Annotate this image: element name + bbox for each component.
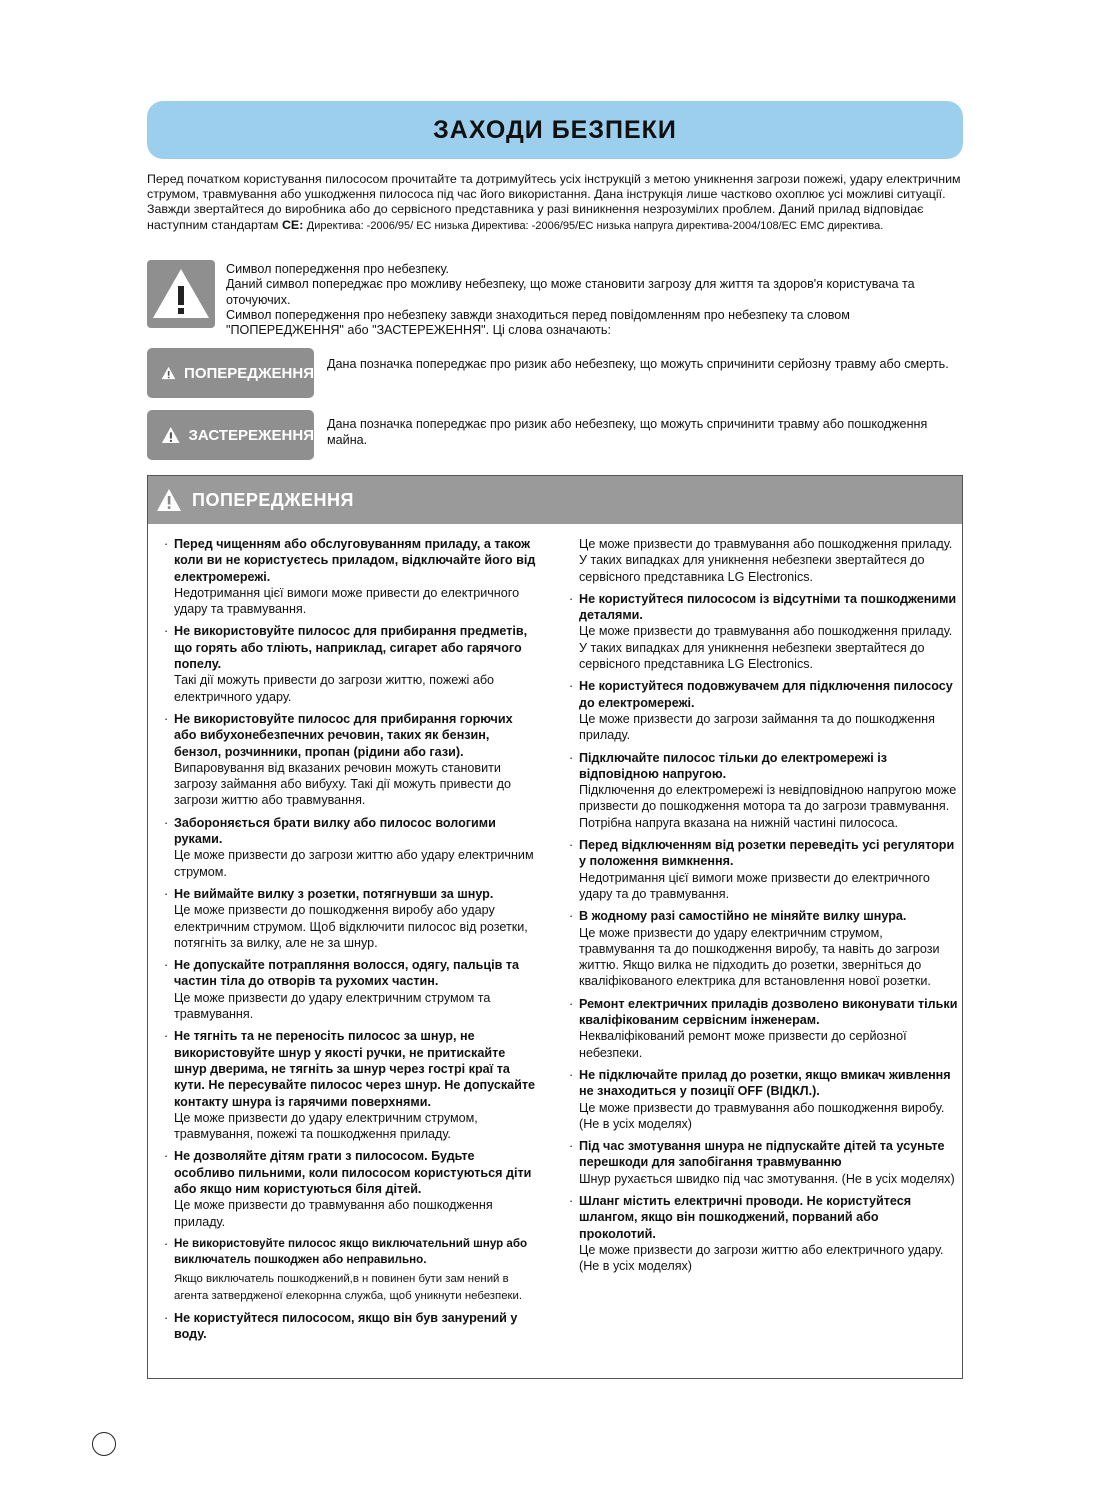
badge-label: ЗАСТЕРЕЖЕННЯ: [188, 426, 314, 444]
page-title: ЗАХОДИ БЕЗПЕКИ: [433, 115, 677, 144]
list-item: · Не підключайте прилад до розетки, якщо вмикач живлення не знаходиться у позиції OFF (ВІДКЛ.). Це може призвести до травмування або пошкодження виробу.(Не в усіх моделях): [569, 1067, 951, 1131]
list-item: · Не допускайте потрапляння волосся, одягу, пальців та частин тіла до отворів та рухомих частин. Це може призвести до удару електричним струмом та травмування.: [164, 958, 520, 1022]
list-item: · Підключайте пилосос тільки до електромережі із відповідною напругою. Підключення до електромережі із невідповідною напругою може призвести до пошкодження мотора та до загрози травмування. Потрібна напруга вказана на нижній частині пилососа.: [569, 750, 957, 830]
list-item: · Не використовуйте пилосос для прибирання горючих або вибухонебезпечних речовин, таких як бензин, бензол, розчинники, пропан (рідини або гази). Випаровування від вказаних речовин можуть становити загрозу займання або вибуху. Такі дії можуть привести до загрози життю або травмування.: [164, 711, 513, 808]
list-item: · Перед відключенням від розетки переведіть усі регулятори у положення вимкнення. Недотримання цієї вимоги може призвести до електричного удару та до травмування.: [569, 838, 955, 901]
list-item: · Не виймайте вилку з розетки, потягнувши за шнур. Це може призвести до пошкодження виробу або удару електричним струмом. Щоб відключити пилосос від розетки, потягніть за вилку, але не за шнур.: [164, 886, 528, 950]
right-column: [563, 536, 958, 1280]
warning-triangle-icon: [156, 488, 182, 512]
list-item: · Не використовуйте пилосос якщо виключательний шнур або виключатель пошкоджен або неправильно. Якщо виключатель пошкоджений,в н повинен бути зам нений в агента затвердженої елекорнна служба, щоб уникнути небезпеки.: [164, 1236, 528, 1302]
list-item: · Не використовуйте пилосос для прибирання предметів, що горять або тліють, наприклад, сигарет або гарячого попелу. Такі дії можуть привести до загрози життю, пожежі або електричного удару.: [164, 624, 528, 704]
intro-directives: Директива: -2006/95/ EC низька Директива: -2006/95/EC низька напруга директива-2004/108/EC EMC директива.: [306, 219, 884, 232]
list-item: · Не тягніть та не переносіть пилосос за шнур, не використовуйте шнур у якості ручки, не притискайте шнур дверима, не тягніть за шнур через гострі краї та кути. Не пересувайте пилосос через шнур. Не допускайте контакту шнура із гарячими поверхнями. Це може призвести до удару електричним струмом, травмування, пожежі та пошкодження приладу.: [164, 1029, 536, 1142]
list-item: · Не користуйтеся подовжувачем для підключення пилососу до електромережі. Це може призвести до загрози займання та до пошкодження приладу.: [569, 679, 953, 743]
title-banner: [147, 101, 963, 159]
list-item: · В жодному разі самостійно не міняйте вилку шнура. Це може призвести до удару електричним струмом, травмування та до пошкодження виробу, та навіть до загрози життю. Якщо вилка не підходить до розетки, зверніться до кваліфікованого електрика для встановлення нової розетки.: [569, 909, 940, 989]
list-item: · Забороняється брати вилку або пилосос вологими руками. Це може призвести до загрози життю або удару електричним струмом.: [164, 815, 534, 879]
list-item: · Не користуйтеся пилососом із відсутніми та пошкодженими деталями. Це може призвести до травмування або пошкодження приладу. У таких випадках для уникнення небезпеки звертайтеся до сервісного представника LG Electronics.: [569, 591, 957, 672]
list-item: · Не дозволяйте дітям грати з пилососом. Будьте особливо пильними, коли пилососом користуються діти або якщо ним користуються біля дітей. Це може призвести до травмування або пошкодження приладу.: [164, 1149, 532, 1229]
symbol-line-3: Символ попередження про небезпеку завжди знаходиться перед повідомленням про небезпеку та словом "ПОПЕРЕДЖЕННЯ" або "ЗАСТЕРЕЖЕННЯ". Ці слова означають:: [226, 307, 850, 338]
caution-badge-description: Дана позначка попереджає про ризик або небезпеку, що можуть спричинити травму або пошкодження майна.: [327, 417, 928, 447]
symbol-line-1: Символ попередження про небезпеку.: [226, 262, 450, 276]
list-item: · Ремонт електричних приладів дозволено виконувати тільки кваліфікованим сервісним інженерам. Некваліфікований ремонт може призвести до серйозної небезпеки.: [569, 996, 958, 1060]
ce-mark: CE:: [281, 217, 304, 232]
panel-header: [148, 476, 962, 524]
intro-paragraph: [147, 172, 965, 234]
list-item-continued: Це може призвести до травмування або пошкодження приладу. У таких випадках для уникнення небезпеки звертайтеся до сервісного представника LG Electronics.: [579, 537, 953, 584]
panel-title: ПОПЕРЕДЖЕННЯ: [192, 489, 354, 510]
list-item: · Не користуйтеся пилососом, якщо він був занурений у воду.: [164, 1311, 518, 1342]
badge-label: ПОПЕРЕДЖЕННЯ: [184, 364, 314, 382]
intro-main: Перед початком користування пилососом прочитайте та дотримуйтесь усіх інструкцій з метою уникнення загрози пожежі, удару електричним струмом, травмування або ушкодження пилососа під час його використання. Дана інструкція лише частково охоплює усі можливі ситуації. Завжди звертайтеся до виробника або до сервісного представника у разі виникнення незрозумілих проблем. Даний прилад відповідає наступним стандартам: [147, 172, 961, 232]
warning-symbol-box: [147, 260, 215, 328]
warning-triangle-icon: [161, 425, 180, 445]
symbol-explanation: [226, 262, 971, 338]
list-item: · Шланг містить електричні проводи. Не користуйтеся шлангом, якщо він пошкоджений, порваний або проколотий. Це може призвести до загрози життю або електричного удару.(Не в усіх моделях): [569, 1193, 944, 1274]
warning-triangle-icon: [147, 260, 215, 328]
list-item: · Перед чищенням або обслуговуванням приладу, а також коли ви не користуєтесь приладом, відключайте його від електромережі. Недотримання цієї вимоги може привести до електричного удару та травмування.: [164, 537, 536, 617]
warning-badge: [147, 348, 314, 398]
left-column: [158, 536, 538, 1349]
caution-badge: [147, 410, 314, 460]
warning-triangle-icon: [161, 363, 176, 383]
symbol-line-2: Даний символ попереджає про можливу небезпеку, що може становити загрозу для життя та здоров'я користувача та оточуючих.: [226, 277, 915, 307]
page-number-circle: [92, 1432, 116, 1456]
list-item: · Під час змотування шнура не підпускайте дітей та усуньте перешкоди для запобігання травмуванню Шнур рухається швидко під час змотування. (Не в усіх моделях): [569, 1139, 955, 1186]
warning-badge-description: Дана позначка попереджає про ризик або небезпеку, що можуть спричинити серйозну травму або смерть.: [327, 357, 949, 371]
warning-panel: [147, 475, 963, 1379]
